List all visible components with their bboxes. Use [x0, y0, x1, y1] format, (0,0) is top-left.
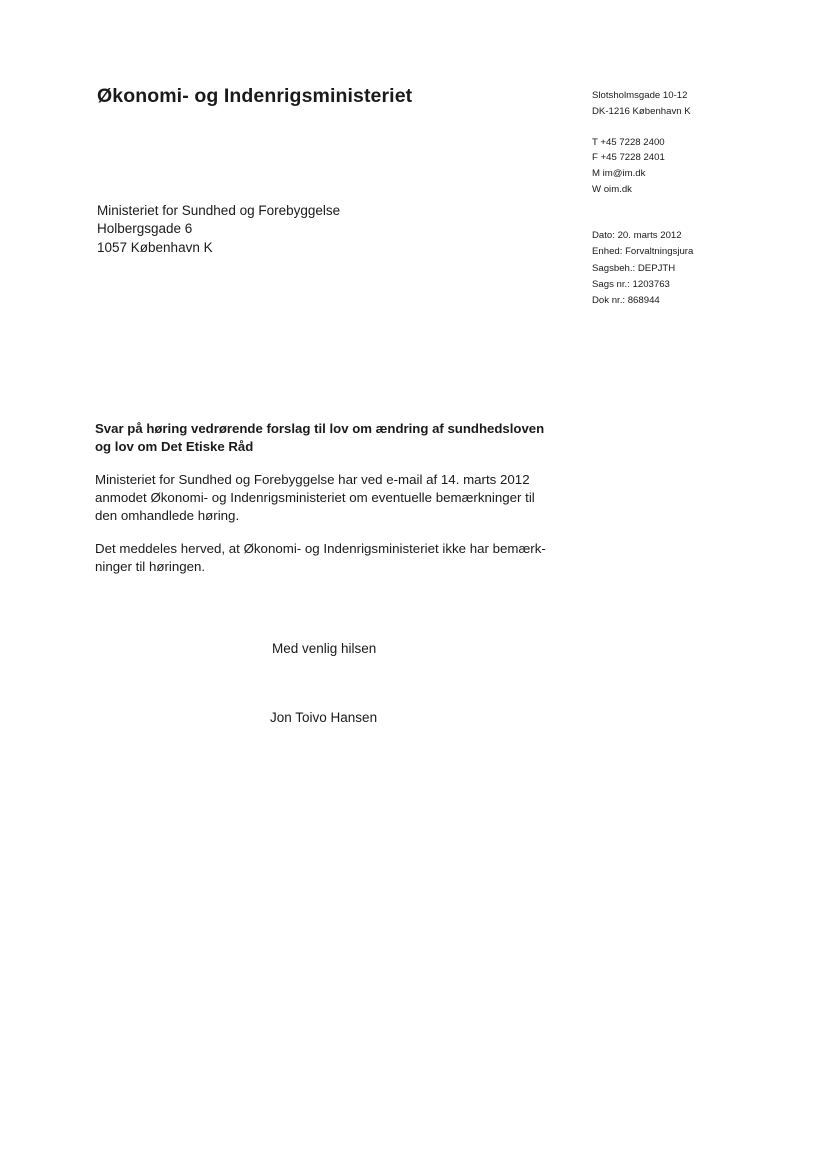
- sender-contact-block: [592, 88, 691, 198]
- sender-fax: F +45 7228 2401: [592, 152, 665, 164]
- body-paragraph-1: [95, 471, 535, 525]
- case-handler: Sagsbeh.: DEPJTH: [592, 262, 676, 274]
- sender-phone: T +45 7228 2400: [592, 136, 665, 148]
- recipient-name: Ministeriet for Sundhed og Forebyggelse: [97, 203, 341, 218]
- paragraph-line: Det meddeles herved, at Økonomi- og Indenrigsministeriet ikke har bemærk-: [95, 541, 546, 556]
- recipient-city: 1057 København K: [97, 239, 213, 255]
- subject-line: og lov om Det Etiske Råd: [95, 438, 254, 454]
- recipient-street: Holbergsgade 6: [97, 221, 193, 237]
- recipient-address: [97, 202, 340, 257]
- sender-email: M im@im.dk: [592, 168, 646, 180]
- body-paragraph-2: [95, 540, 546, 576]
- signer-name: Jon Toivo Hansen: [270, 710, 378, 725]
- sender-address-line2: DK-1216 København K: [592, 105, 691, 117]
- case-unit: Enhed: Forvaltningsjura: [592, 246, 694, 258]
- letter-subject: [95, 420, 565, 456]
- sender-web: W oim.dk: [592, 183, 632, 195]
- sender-address-line1: Slotsholmsgade 10-12: [592, 90, 688, 101]
- paragraph-line: den omhandlede høring.: [95, 508, 240, 523]
- paragraph-line: ninger til høringen.: [95, 559, 206, 574]
- subject-line: Svar på høring vedrørende forslag til lov om ændring af sundhedsloven: [95, 421, 545, 436]
- closing-salutation: Med venlig hilsen: [272, 641, 377, 656]
- paragraph-line: Ministeriet for Sundhed og Forebyggelse har ved e-mail af 14. marts 2012: [95, 472, 530, 487]
- case-info-block: [592, 228, 693, 309]
- document-number: Dok nr.: 868944: [592, 295, 660, 307]
- paragraph-line: anmodet Økonomi- og Indenrigsministeriet om eventuelle bemærkninger til: [95, 490, 535, 505]
- case-number: Sags nr.: 1203763: [592, 278, 670, 290]
- organization-title: Økonomi- og Indenrigsministeriet: [97, 85, 413, 107]
- spacer: [592, 120, 691, 135]
- case-date: Dato: 20. marts 2012: [592, 230, 682, 241]
